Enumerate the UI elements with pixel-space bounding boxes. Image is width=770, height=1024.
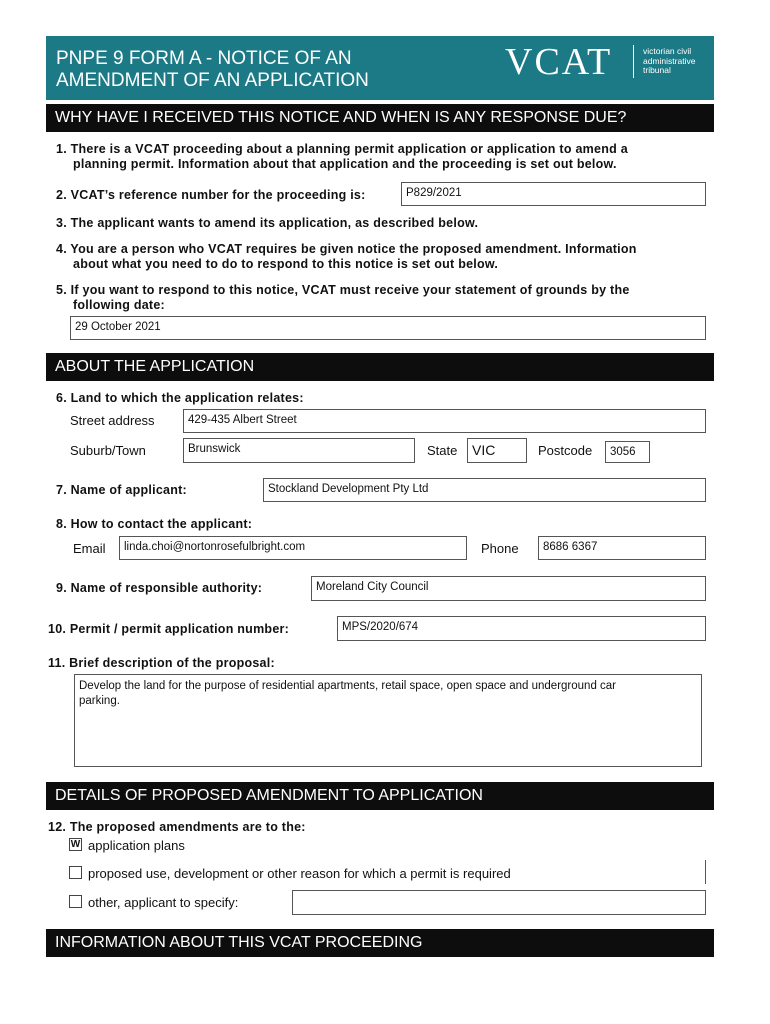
vcat-logo: VCAT xyxy=(505,41,613,83)
other-checkbox[interactable] xyxy=(69,895,82,908)
applicant-name-field[interactable]: Stockland Development Pty Ltd xyxy=(263,478,706,502)
q2-label: 2. VCAT’s reference number for the proceeding is: xyxy=(56,188,366,202)
application-plans-label: application plans xyxy=(88,838,185,853)
postcode-field[interactable]: 3056 xyxy=(605,441,650,463)
proposal-description-line2: parking. xyxy=(79,695,120,707)
logo-subtitle xyxy=(643,47,695,76)
q10-label: 10. Permit / permit application number: xyxy=(48,622,290,636)
q1-line2: planning permit. Information about that application and the proceeding is set out below. xyxy=(73,157,617,171)
q1-line1: 1. There is a VCAT proceeding about a planning permit application or application to amend a xyxy=(56,142,628,156)
reference-number-field[interactable]: P829/2021 xyxy=(401,182,706,206)
form-title-line2: AMENDMENT OF AN APPLICATION xyxy=(56,70,369,91)
logo-sub-line1: victorian civil xyxy=(643,46,692,56)
logo-sub-line3: tribunal xyxy=(643,65,671,75)
proposed-use-checkbox[interactable] xyxy=(69,866,82,879)
section-heading-info: INFORMATION ABOUT THIS VCAT PROCEEDING xyxy=(46,929,714,957)
q3-label: 3. The applicant wants to amend its application, as described below. xyxy=(56,216,479,230)
q9-label: 9. Name of responsible authority: xyxy=(56,581,263,595)
state-label: State xyxy=(427,443,458,458)
section-heading-why: WHY HAVE I RECEIVED THIS NOTICE AND WHEN IS ANY RESPONSE DUE? xyxy=(46,104,714,132)
suburb-field[interactable]: Brunswick xyxy=(183,438,415,463)
q7-label: 7. Name of applicant: xyxy=(56,483,187,497)
street-address-label: Street address xyxy=(70,413,155,428)
q4-line2: about what you need to do to respond to this notice is set out below. xyxy=(73,257,499,271)
proposal-description-field[interactable] xyxy=(74,674,702,767)
proposal-description-line1: Develop the land for the purpose of residential apartments, retail space, open space and underground car xyxy=(79,680,617,692)
q4-line1: 4. You are a person who VCAT requires be given notice the proposed amendment. Information xyxy=(56,242,637,256)
responsible-authority-field[interactable]: Moreland City Council xyxy=(311,576,706,601)
permit-number-field[interactable]: MPS/2020/674 xyxy=(337,616,706,641)
other-label: other, applicant to specify: xyxy=(88,895,239,910)
state-field[interactable]: VIC xyxy=(467,438,527,463)
q6-label: 6. Land to which the application relates: xyxy=(56,391,304,405)
form-title xyxy=(56,48,436,92)
phone-field[interactable]: 8686 6367 xyxy=(538,536,706,560)
email-field[interactable]: linda.choi@nortonrosefulbright.com xyxy=(119,536,467,560)
logo-divider xyxy=(633,45,634,78)
form-title-line1: PNPE 9 FORM A - NOTICE OF AN xyxy=(56,48,352,69)
q8-label: 8. How to contact the applicant: xyxy=(56,517,253,531)
q12-label: 12. The proposed amendments are to the: xyxy=(48,820,306,834)
logo-sub-line2: administrative xyxy=(643,55,696,66)
q11-label: 11. Brief description of the proposal: xyxy=(48,656,275,670)
proposed-use-label: proposed use, development or other reason for which a permit is required xyxy=(88,866,511,881)
proposed-use-field-edge xyxy=(705,860,706,884)
email-label: Email xyxy=(73,541,106,556)
q5-line1: 5. If you want to respond to this notice, VCAT must receive your statement of grounds by the xyxy=(56,283,630,297)
q5-line2: following date: xyxy=(73,298,165,312)
section-heading-details: DETAILS OF PROPOSED AMENDMENT TO APPLICATION xyxy=(46,782,714,810)
response-date-field[interactable]: 29 October 2021 xyxy=(70,316,706,340)
street-address-field[interactable]: 429-435 Albert Street xyxy=(183,409,706,433)
section-heading-about: ABOUT THE APPLICATION xyxy=(46,353,714,381)
application-plans-checkbox[interactable]: W xyxy=(70,839,81,850)
postcode-label: Postcode xyxy=(538,443,593,458)
suburb-label: Suburb/Town xyxy=(70,443,146,458)
phone-label: Phone xyxy=(481,541,519,556)
other-specify-field[interactable] xyxy=(292,890,706,915)
